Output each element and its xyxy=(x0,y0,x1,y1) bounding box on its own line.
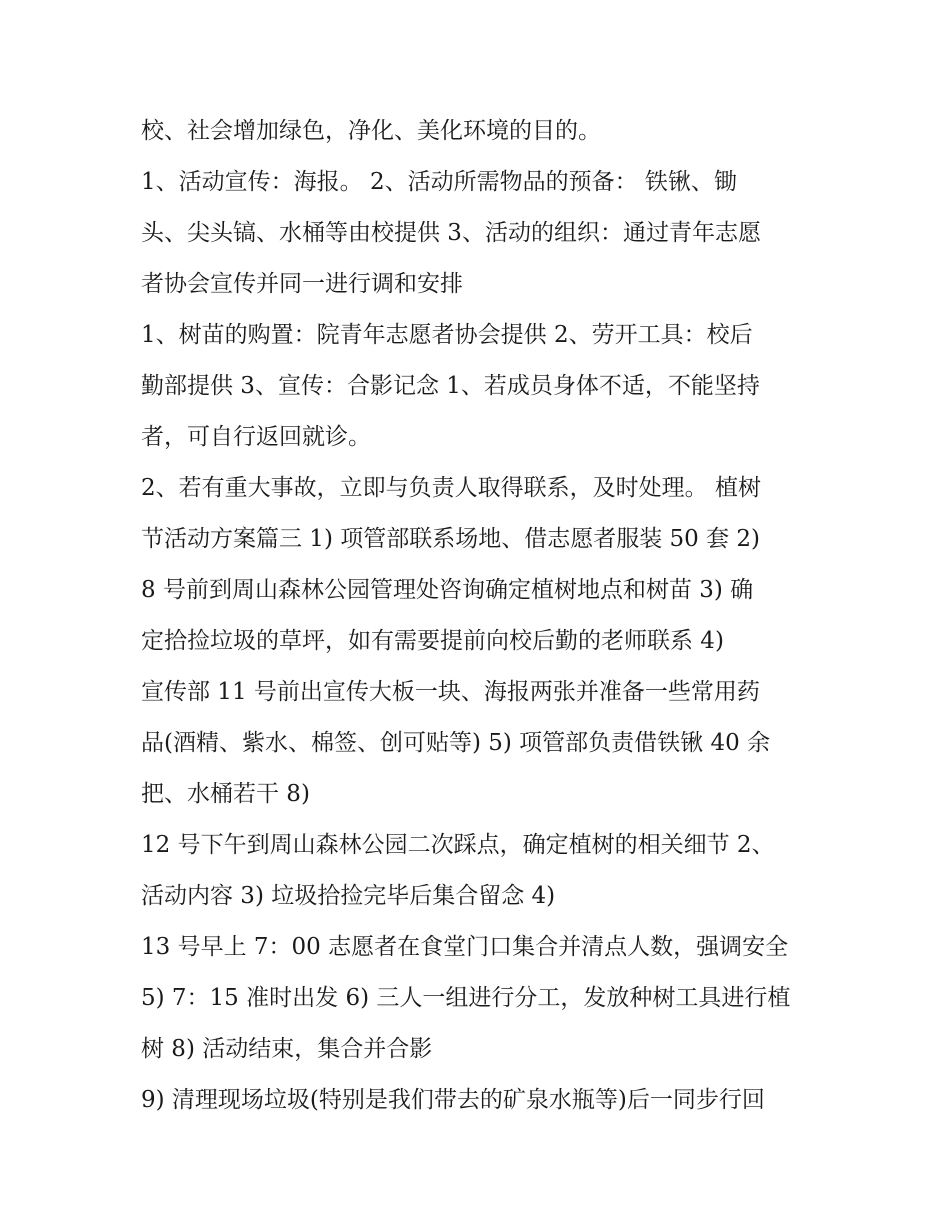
text-line: 宣传部 11 号前出宣传大板一块、海报两张并准备一些常用药 xyxy=(141,679,760,705)
text-line: 1、活动宣传：海报。 2、活动所需物品的预备： 铁锹、锄 xyxy=(141,169,737,195)
text-line: 9) 清理现场垃圾(特别是我们带去的矿泉水瓶等)后一同步行回 xyxy=(141,1087,765,1113)
text-line: 13 号早上 7：00 志愿者在食堂门口集合并清点人数，强调安全 xyxy=(141,934,789,960)
text-line: 2、若有重大事故，立即与负责人取得联系，及时处理。 植树 xyxy=(141,475,761,501)
text-line: 5) 7：15 准时出发 6) 三人一组进行分工，发放种树工具进行植 xyxy=(141,985,791,1011)
text-line: 把、水桶若干 8) xyxy=(141,781,310,807)
text-line: 者，可自行返回就诊。 xyxy=(141,424,371,450)
text-line: 树 8) 活动结束，集合并合影 xyxy=(141,1036,433,1062)
text-line: 定拾捡垃圾的草坪，如有需要提前向校后勤的老师联系 4) xyxy=(141,628,724,654)
document-body xyxy=(141,106,831,1126)
text-line: 1、树苗的购置：院青年志愿者协会提供 2、劳开工具：校后 xyxy=(141,322,753,348)
text-line: 校、社会增加绿色，净化、美化环境的目的。 xyxy=(141,118,601,144)
text-line: 节活动方案篇三 1) 项管部联系场地、借志愿者服装 50 套 2) xyxy=(141,526,761,552)
text-line: 品(酒精、紫水、棉签、创可贴等) 5) 项管部负责借铁锹 40 余 xyxy=(141,730,771,756)
text-line: 头、尖头镐、水桶等由校提供 3、活动的组织：通过青年志愿 xyxy=(141,220,761,246)
text-line: 者协会宣传并同一进行调和安排 xyxy=(141,271,463,297)
text-line: 活动内容 3) 垃圾拾捡完毕后集合留念 4) xyxy=(141,883,556,909)
text-line: 12 号下午到周山森林公园二次踩点，确定植树的相关细节 2、 xyxy=(141,832,775,858)
text-line: 8 号前到周山森林公园管理处咨询确定植树地点和树苗 3) 确 xyxy=(141,577,754,603)
text-line: 勤部提供 3、宣传：合影记念 1、若成员身体不适，不能坚持 xyxy=(141,373,760,399)
